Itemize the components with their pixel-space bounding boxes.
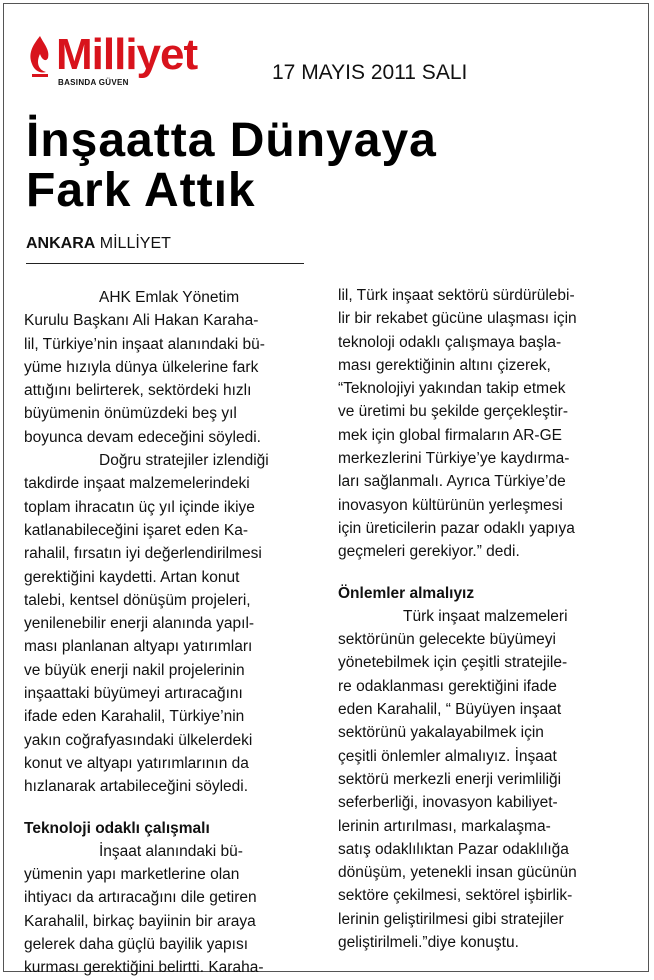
text-line: takdirde inşaat malzemelerindeki <box>24 475 250 493</box>
byline <box>26 234 171 254</box>
text-line: Türk inşaat malzemeleri <box>403 607 568 625</box>
text-line: katlanabileceğini işaret eden Ka- <box>24 521 249 539</box>
milliyet-logo: Milliyet <box>56 30 198 79</box>
issue-date: 17 MAYIS 2011 SALI <box>272 61 468 84</box>
subheading-measures: Önlemler almalıyız <box>338 584 475 602</box>
text-line: mek için global firmaların AR-GE <box>338 426 562 444</box>
text-line: Karahalil, birkaç bayiinin bir araya <box>24 912 256 930</box>
subheading-technology: Teknoloji odaklı çalışmalı <box>24 819 210 837</box>
text-line: sektöre çekilmesi, sektörel işbirlik- <box>338 887 573 905</box>
text-line: seferberliği, inovasyon kabiliyet- <box>338 794 558 812</box>
text-line: lerinin artırılması, markalaşma- <box>338 817 551 835</box>
text-line: satış odaklılıktan Pazar odaklılığa <box>338 840 569 858</box>
text-line: rahalil, fırsatın iyi değerlendirilmesi <box>24 545 262 563</box>
newspaper-clipping <box>3 3 649 977</box>
text-line: AHK Emlak Yönetim <box>99 289 240 306</box>
paragraph <box>24 449 324 798</box>
flame-logo-icon <box>26 34 54 78</box>
paragraph <box>338 284 630 564</box>
logo-tagline: BASINDA GÜVEN <box>58 78 129 87</box>
text-line: İnşaat alanındaki bü- <box>99 842 243 860</box>
byline-city: ANKARA <box>26 235 96 252</box>
text-line: çeşitli önlemler almalıyız. İnşaat <box>338 747 557 765</box>
text-line: ihtiyacı da artıracağını dile getiren <box>24 889 257 907</box>
text-line: Kurulu Başkanı Ali Hakan Karaha- <box>24 312 259 330</box>
text-line: yüme hızıyla dünya ülkelerine fark <box>24 358 259 376</box>
text-line: kurması gerektiğini belirtti. Karaha- <box>24 959 264 977</box>
text-line: ması planlanan altyapı yatırımları <box>24 638 253 656</box>
byline-divider <box>26 263 304 264</box>
text-line: re odaklanması gerektiğini ifade <box>338 677 557 695</box>
text-line: toplam ihracatın üç yıl içinde ikiye <box>24 498 255 516</box>
text-line: boyunca devam edeceğini söyledi. <box>24 428 261 446</box>
text-line: sektörünün gelecekte büyümeyi <box>338 631 556 649</box>
paragraph <box>24 840 324 980</box>
text-line: merkezlerini Türkiye’ye kaydırma- <box>338 450 570 468</box>
text-line: lil, Türk inşaat sektörü sürdürülebi- <box>338 287 575 304</box>
text-line: için üreticilerin pazar odaklı yapıya <box>338 519 575 537</box>
text-line: sektörü merkezli enerji verimliliği <box>338 770 562 788</box>
headline-line-2: Fark Attık <box>26 164 256 217</box>
paragraph <box>24 286 324 449</box>
text-line: yümenin yapı marketlerine olan <box>24 866 240 884</box>
text-line: sektörünü yakalayabilmek için <box>338 724 544 742</box>
text-line: gerektiğini kaydetti. Artan konut <box>24 568 240 586</box>
text-line: inşaattaki büyümeyi artıracağını <box>24 685 243 703</box>
text-line: geliştirilmeli.”diye konuştu. <box>338 934 519 952</box>
text-line: talebi, kentsel dönüşüm projeleri, <box>24 591 251 609</box>
text-line: Doğru stratejiler izlendiği <box>99 452 269 470</box>
text-line: ve büyük enerji nakil projelerinin <box>24 661 245 679</box>
byline-source: MİLLİYET <box>99 235 171 252</box>
text-line: konut ve altyapı yatırımlarının da <box>24 754 249 772</box>
article-column-left <box>24 286 324 980</box>
text-line: yönetebilmek için çeşitli stratejile- <box>338 654 568 672</box>
text-line: teknoloji odaklı çalışmaya başla- <box>338 333 562 351</box>
text-line: lil, Türkiye’nin inşaat alanındaki bü- <box>24 335 265 353</box>
paragraph <box>338 605 630 954</box>
text-line: eden Karahalil, “ Büyüyen inşaat <box>338 701 562 719</box>
text-line: attığını belirterek, sektördeki hızlı <box>24 382 252 400</box>
masthead <box>26 30 468 90</box>
text-line: ları sağlanmalı. Ayrıca Türkiye’de <box>338 473 566 491</box>
text-line: yakın coğrafyasındaki ülkelerdeki <box>24 731 253 749</box>
text-line: geçmeleri gerekiyor.” dedi. <box>338 543 520 561</box>
article-column-right <box>338 284 630 954</box>
text-line: lir bir rekabet gücüne ulaşması için <box>338 310 577 328</box>
text-line: “Teknolojiyi yakından takip etmek <box>338 380 566 398</box>
text-line: hızlanarak artabileceğini söyledi. <box>24 778 249 796</box>
headline-line-1: İnşaatta Dünyaya <box>26 114 437 167</box>
text-line: gelerek daha güçlü bayilik yapısı <box>24 936 249 954</box>
text-line: ve üretimi bu şekilde gerçekleştir- <box>338 403 569 421</box>
text-line: inovasyon kültürünün yerleşmesi <box>338 496 563 514</box>
text-line: dönüşüm, yetenekli insan gücünün <box>338 864 577 882</box>
text-line: lerinin geliştirilmesi gibi stratejiler <box>338 910 564 928</box>
text-line: büyümenin önümüzdeki beş yıl <box>24 405 237 423</box>
text-line: yenilenebilir enerji alanında yapıl- <box>24 615 255 633</box>
text-line: ması gerektiğinin altını çizerek, <box>338 356 551 374</box>
headline <box>26 116 626 216</box>
text-line: ifade eden Karahalil, Türkiye’nin <box>24 708 245 726</box>
